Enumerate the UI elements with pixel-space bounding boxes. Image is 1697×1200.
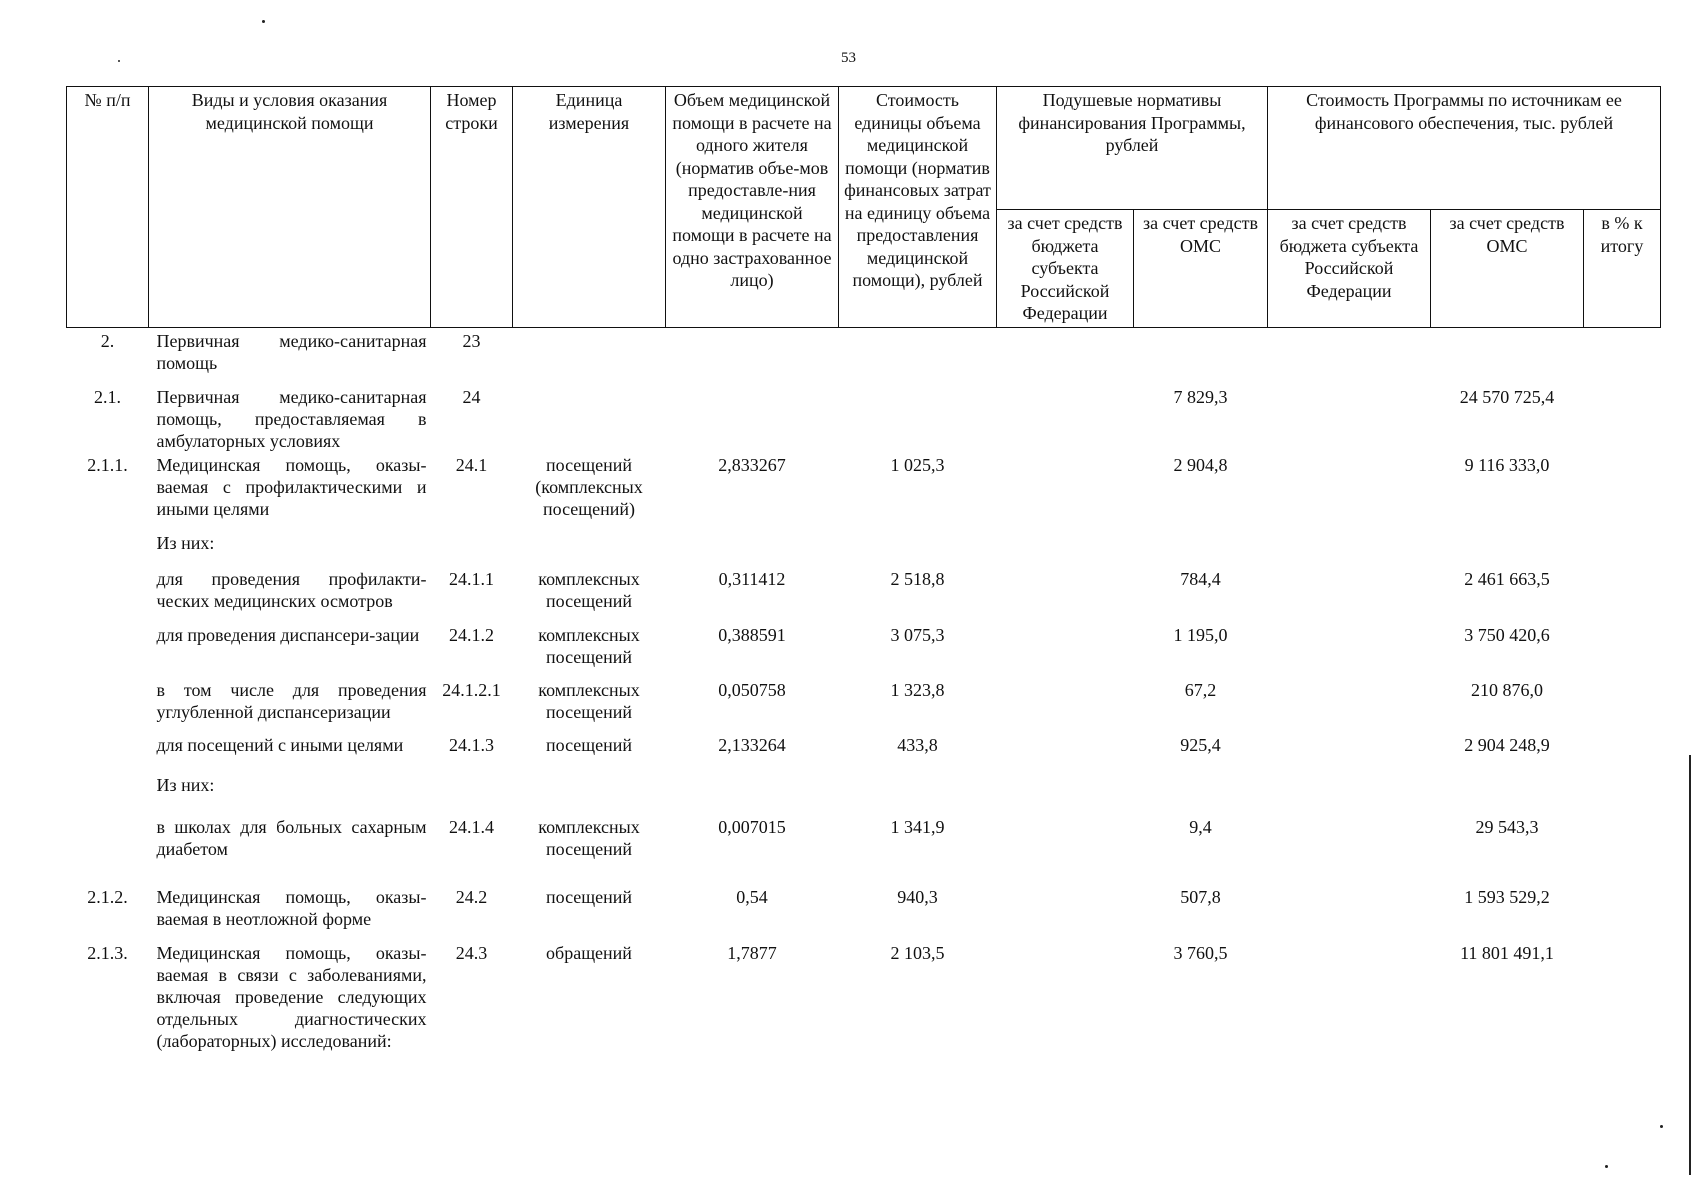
cell-row: 24.1.2 (449, 625, 494, 645)
cell-pc-oms: 2 904,8 (1173, 455, 1228, 475)
scan-speck (118, 60, 120, 62)
cell-cost: 433,8 (897, 735, 938, 755)
table-row (67, 732, 1661, 772)
cell-row: 24.2 (455, 887, 488, 907)
cell-name: для проведения диспансери-зации (156, 625, 420, 645)
cell-pc-budget (997, 677, 1134, 732)
cell-row: 24.1.4 (449, 817, 494, 837)
table-row (67, 772, 1661, 814)
cell-num: 2.1.3. (87, 943, 128, 963)
cell-pr-oms: 29 543,3 (1475, 817, 1539, 837)
cell-cost (839, 530, 997, 566)
table-row (67, 384, 1661, 452)
cell-pr-oms (1431, 772, 1584, 814)
header-program-oms: за счет средств ОМС (1431, 210, 1584, 328)
cell-pc-oms: 7 829,3 (1173, 387, 1228, 407)
cell-cost (839, 772, 997, 814)
cell-pc-budget (997, 940, 1134, 1052)
cell-num (67, 566, 149, 622)
header-per-capita-oms: за счет средств ОМС (1134, 210, 1268, 328)
cell-name: в том числе для проведения углубленной диспансеризации (156, 680, 427, 722)
cell-pc-oms: 67,2 (1184, 680, 1217, 700)
cell-pr-budget (1268, 772, 1431, 814)
cell-num (67, 732, 149, 772)
cell-cost: 1 323,8 (890, 680, 945, 700)
header-cost: Стоимость единицы объема медицинской помощи (норматив финансовых затрат на единицу объема предоставления медицинской помощи), рублей (839, 87, 997, 328)
cell-pr-pct (1584, 884, 1661, 940)
table-row (67, 677, 1661, 732)
cell-volume (666, 384, 839, 452)
table-body (67, 327, 1661, 1052)
cell-volume: 0,050758 (718, 680, 786, 700)
cell-volume (666, 530, 839, 566)
cell-row: 24.1.1 (449, 569, 494, 589)
financing-table (66, 86, 1661, 1052)
cell-volume (666, 327, 839, 384)
cell-num (67, 772, 149, 814)
table-row (67, 530, 1661, 566)
cell-pr-budget (1268, 814, 1431, 884)
table-header (67, 87, 1661, 328)
cell-volume: 0,388591 (718, 625, 786, 645)
table-row (67, 884, 1661, 940)
cell-name: для проведения профилакти-ческих медицинских осмотров (156, 569, 427, 611)
cell-num: 2.1.2. (87, 887, 128, 907)
cell-unit: комплексных посещений (538, 817, 640, 859)
cell-volume: 0,007015 (718, 817, 786, 837)
cell-name: в школах для больных сахарным диабетом (156, 817, 427, 859)
cell-row: 24 (462, 387, 481, 407)
cell-name: Медицинская помощь, оказы-ваемая с профилактическими и иными целями (156, 455, 427, 519)
cell-pr-budget (1268, 622, 1431, 677)
table-row (67, 622, 1661, 677)
cell-pr-budget (1268, 732, 1431, 772)
cell-cost (839, 327, 997, 384)
cell-name: Медицинская помощь, оказы-ваемая в неотложной форме (156, 887, 427, 929)
cell-pc-budget (997, 384, 1134, 452)
cell-pr-budget (1268, 452, 1431, 530)
cell-pc-oms: 1 195,0 (1173, 625, 1228, 645)
cell-unit (513, 772, 666, 814)
cell-pc-oms: 9,4 (1189, 817, 1212, 837)
cell-name: Из них: (156, 533, 215, 553)
cell-cost (839, 384, 997, 452)
header-row: Номер строки (431, 87, 513, 328)
cell-volume: 0,311412 (718, 569, 786, 589)
cell-unit: комплексных посещений (538, 569, 640, 611)
table-row (67, 940, 1661, 1052)
cell-pr-oms: 2 904 248,9 (1464, 735, 1550, 755)
cell-unit: комплексных посещений (538, 680, 640, 722)
cell-row: 23 (462, 330, 481, 351)
cell-num: 2.1. (94, 387, 121, 407)
header-program-budget: за счет средств бюджета субъекта Российской Федерации (1268, 210, 1431, 328)
cell-num: 2.1.1. (87, 455, 128, 475)
header-per-capita: Подушевые нормативы финансирования Программы, рублей (997, 87, 1268, 210)
cell-row (431, 772, 513, 814)
cell-pr-pct (1584, 772, 1661, 814)
cell-pc-budget (997, 884, 1134, 940)
cell-pr-pct (1584, 732, 1661, 772)
cell-pr-oms: 1 593 529,2 (1464, 887, 1550, 907)
cell-pc-oms: 507,8 (1180, 887, 1221, 907)
cell-pr-pct (1584, 677, 1661, 732)
cell-pc-budget (997, 814, 1134, 884)
cell-row: 24.1 (455, 455, 488, 475)
cell-cost: 940,3 (897, 887, 938, 907)
scan-speck (1660, 1125, 1663, 1128)
cell-pc-oms: 784,4 (1180, 569, 1221, 589)
cell-unit: посещений (545, 887, 633, 907)
cell-pr-budget (1268, 566, 1431, 622)
header-per-capita-budget: за счет средств бюджета субъекта Российской Федерации (997, 210, 1134, 328)
header-program-cost: Стоимость Программы по источникам ее финансового обеспечения, тыс. рублей (1268, 87, 1661, 210)
cell-pr-pct (1584, 940, 1661, 1052)
cell-cost: 2 103,5 (890, 943, 945, 963)
cell-pc-budget (997, 772, 1134, 814)
cell-pc-budget (997, 566, 1134, 622)
cell-pc-budget (997, 732, 1134, 772)
cell-row: 24.3 (455, 943, 488, 963)
cell-pc-budget (997, 530, 1134, 566)
cell-pr-budget (1268, 384, 1431, 452)
cell-pc-budget (997, 622, 1134, 677)
cell-name: Первичная медико-санитарная помощь, предоставляемая в амбулаторных условиях (156, 387, 427, 451)
header-kind: Виды и условия оказания медицинской помощи (149, 87, 431, 328)
cell-pr-oms (1431, 327, 1584, 384)
cell-unit: обращений (546, 943, 632, 963)
header-unit: Единица измерения (513, 87, 666, 328)
cell-unit (513, 530, 666, 566)
scan-speck (1605, 1165, 1608, 1168)
cell-volume (666, 772, 839, 814)
cell-volume: 2,833267 (718, 455, 786, 475)
cell-pr-pct (1584, 530, 1661, 566)
cell-volume: 0,54 (736, 887, 768, 907)
table-row (67, 566, 1661, 622)
cell-pc-oms (1134, 327, 1268, 384)
cell-pr-pct (1584, 384, 1661, 452)
cell-pr-pct (1584, 327, 1661, 384)
cell-pr-pct (1584, 452, 1661, 530)
cell-pr-budget (1268, 530, 1431, 566)
cell-row (431, 530, 513, 566)
cell-pc-oms (1134, 530, 1268, 566)
header-program-pct: в % к итогу (1584, 210, 1661, 328)
header-volume: Объем медицинской помощи в расчете на одного жителя (норматив объе-мов предоставле-ния медицинской помощи в расчете на одно застрахованное лицо) (666, 87, 839, 328)
cell-name: Медицинская помощь, оказы-ваемая в связи с заболеваниями, включая проведение следующих отдельных диагностических (лабораторных) исследований: (156, 943, 427, 1051)
cell-pr-oms: 210 876,0 (1471, 680, 1543, 700)
cell-pc-oms (1134, 772, 1268, 814)
page-number: 53 (841, 50, 856, 66)
cell-cost: 3 075,3 (890, 625, 945, 645)
cell-pr-pct (1584, 622, 1661, 677)
cell-cost: 1 025,3 (890, 455, 945, 475)
cell-cost: 1 341,9 (890, 817, 945, 837)
cell-num (67, 814, 149, 884)
cell-unit: посещений (545, 735, 633, 755)
table-row (67, 452, 1661, 530)
cell-num: 2. (100, 330, 115, 351)
cell-pc-budget (997, 452, 1134, 530)
cell-pr-oms: 11 801 491,1 (1460, 943, 1554, 963)
scan-speck (262, 20, 265, 23)
cell-pr-pct (1584, 566, 1661, 622)
scan-edge-line (1689, 755, 1691, 1175)
cell-pr-budget (1268, 884, 1431, 940)
cell-pc-budget (997, 327, 1134, 384)
cell-cost: 2 518,8 (890, 569, 945, 589)
cell-pr-budget (1268, 677, 1431, 732)
cell-row: 24.1.2.1 (442, 680, 501, 700)
cell-volume: 1,7877 (727, 943, 777, 963)
cell-pr-budget (1268, 327, 1431, 384)
cell-pr-oms: 3 750 420,6 (1464, 625, 1550, 645)
header-num: № п/п (67, 87, 149, 328)
cell-num (67, 530, 149, 566)
cell-name: Из них: (156, 775, 215, 795)
cell-pr-oms: 24 570 725,4 (1459, 387, 1555, 407)
cell-name: Первичная медико-санитарная помощь (156, 330, 427, 373)
table-row (67, 327, 1661, 384)
cell-pr-pct (1584, 814, 1661, 884)
cell-unit: посещений (комплексных посещений) (535, 455, 643, 519)
cell-num (67, 622, 149, 677)
cell-pr-oms: 2 461 663,5 (1464, 569, 1550, 589)
cell-row: 24.1.3 (449, 735, 494, 755)
cell-pr-oms: 9 116 333,0 (1464, 455, 1550, 475)
cell-num (67, 677, 149, 732)
cell-unit (513, 384, 666, 452)
cell-pr-budget (1268, 940, 1431, 1052)
cell-name: для посещений с иными целями (156, 735, 404, 755)
cell-pc-oms: 3 760,5 (1173, 943, 1228, 963)
table-row (67, 814, 1661, 884)
cell-pc-oms: 925,4 (1180, 735, 1221, 755)
cell-volume: 2,133264 (718, 735, 786, 755)
cell-unit (513, 327, 666, 384)
cell-pr-oms (1431, 530, 1584, 566)
cell-unit: комплексных посещений (538, 625, 640, 667)
